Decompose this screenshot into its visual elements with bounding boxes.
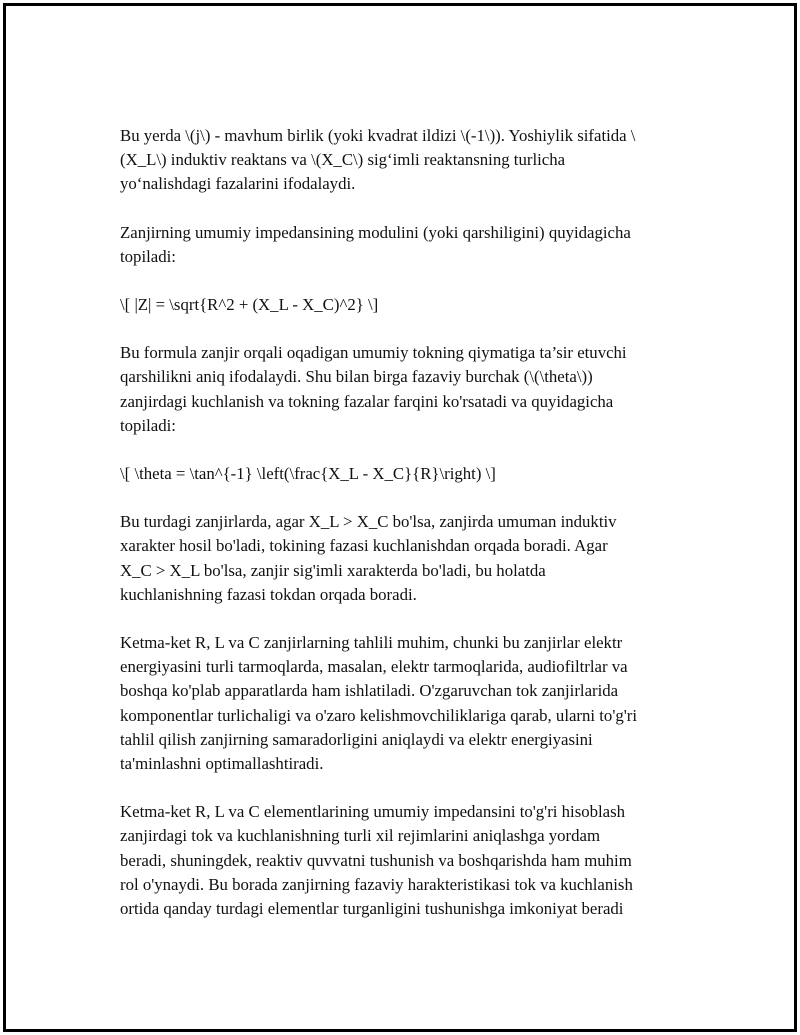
formula-impedance-modulus: \[ |Z| = \sqrt{R^2 + (X_L - X_C)^2} \] — [120, 295, 379, 315]
paragraph-inductive-capacitive: Bu turdagi zanjirlarda, agar X_L > X_C bo'lsa, zanjirda umuman induktiv xarakter hosil bo'ladi, tokining fazasi kuchlanishdan orqada boradi. Agar X_C > X_L bo'lsa, zanjir sig'imli xarakterda bo'ladi, bu holatda kuchlanishning fazasi tokdan orqada boradi. — [120, 512, 617, 604]
paragraph-impedance-importance: Ketma-ket R, L va C elementlarining umumiy impedansini to'g'ri hisoblash zanjirdagi tok va kuchlanishning turli xil rejimlarini aniqlashga yordam beradi, shuningdek, reaktiv quvvatni tushunish va boshqarishda ham muhim rol o'ynaydi. Bu borada zanjirning fazaviy harakteristikasi tok va kuchlanish ortida qanday turdagi elementlar turganligini tushunishga imkoniyat beradi — [120, 802, 633, 919]
paragraph-rlc-analysis: Ketma-ket R, L va C zanjirlarning tahlili muhim, chunki bu zanjirlar elektr energiyasini turli tarmoqlarda, masalan, elektr tarmoqlarida, audiofiltrlar va boshqa ko'plab apparatlarda ham ishlatiladi. O'zgaruvchan tok zanjirlarida komponentlar turlichaligi va o'zaro kelishmovchiliklariga qarab, ularni to'g'ri tahlil qilish zanjirning samaradorligini aniqlaydi va elektr energiyasini ta'minlashni optimallashtiradi. — [120, 633, 638, 774]
page-frame — [3, 3, 797, 1032]
paragraph-impedance-modulus-intro: Zanjirning umumiy impedansining modulini (yoki qarshiligini) quyidagicha topiladi: — [120, 222, 631, 266]
paragraph-phase-angle-intro: Bu formula zanjir orqali oqadigan umumiy tokning qiymatiga ta’sir etuvchi qarshilikni aniq ifodalaydi. Shu bilan birga fazaviy burchak (\(\theta\)) zanjirdagi kuchlanish va tokning fazalar farqini ko'rsatadi va quyidagicha topiladi: — [120, 343, 627, 435]
paragraph-imaginary-unit: Bu yerda \(j\) - mavhum birlik (yoki kvadrat ildizi \(-1\)). Yoshiylik sifatida \ (X_L\) induktiv reaktans va \(X_C\) sig‘imli reaktansning turlicha yo‘nalishdagi fazalarini ifodalaydi. — [120, 126, 636, 194]
formula-phase-angle: \[ \theta = \tan^{-1} \left(\frac{X_L - X_C}{R}\right) \] — [120, 464, 496, 484]
document-body — [120, 124, 700, 945]
